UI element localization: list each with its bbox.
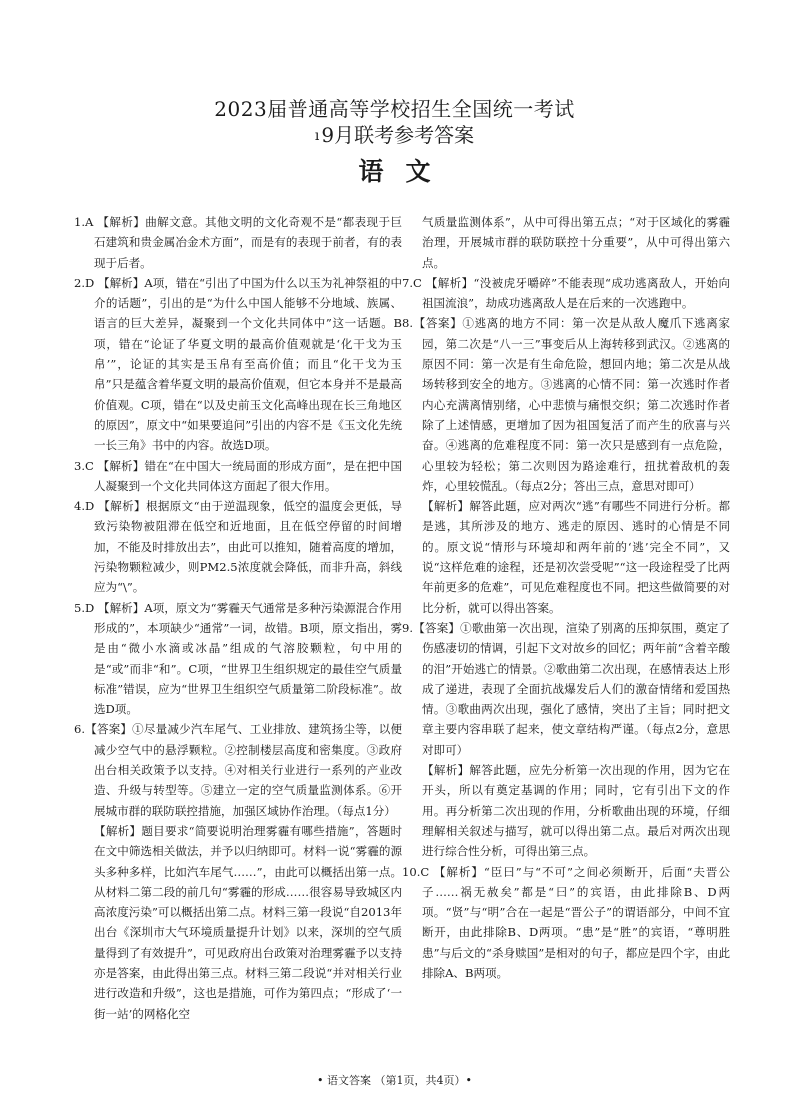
answer-item: 6.【答案】①尽量减少汽车尾气、工业排放、建筑扬尘等，以便减少空气中的悬浮颗粒。②控制楼层高度和密集度。③政府出台相关政策予以支持。④对相关行业进行一系列的产业改造、升级与转型等。⑤建立一定的空气质量监测体系。⑥开展城市群的联防联控措施，加强区域协作治理。（每点1分） [74,722,402,818]
exam-subtitle-line [0,122,789,151]
answer-item: 10.C 【解析】“臣曰”与“不可”之间必须断开，后面“夫晋公子……祸无赦矣”都是“曰”的宾语，由此排除B、D两项。“贤”与“明”合在一起是“晋公子”的谓语部分，中间不宜断开，由此排除B、D两项。“患”是“胜”的宾语，“尊明胜患”与后文的“杀身赎国”是相对的句子，都应是四个字，由此排除A、B两项。 [402,864,730,980]
answer-item: 3.C 【解析】错在“在中国大一统局面的形成方面”，是在把中国人凝聚到一个文化共同体这方面起了很大作用。 [74,458,402,493]
answer-explanation: 【解析】题目要求“简要说明治理雾霾有哪些措施”，答题时在文中筛选相关做法，并予以归纳即可。材料一说“雾霾的源头多种多样，比如汽车尾气……”，由此可以概括出第一点。从材料二第二段的前几句“雾霾的形成……很容易导致城区内高浓度污染”可以概括出第二点。材料三第一段说“自2013年出台《深圳市大气环境质量提升计划》以来，深圳的空气质量得到了有效提升”，可见政府出台政策对治理雾霾予以支持亦是答案，由此得出第三点。材料三第二段说“并对相关行业进行改造和升级”，这也是措施，可作为第四点；“形成了‘一街一站’的网格化空 [94,823,402,1021]
answer-explanation: 【解析】解答此题，应对两次“逃”有哪些不同进行分析。都是逃，其所涉及的地方、逃走的原因、逃时的心情是不同的。原文说“情形与环境却和两年前的‘逃’完全不同”，又说“这样危难的途程，还是初次尝受呢”“这一段途程受了比两年前更多的危难”，可见危难程度也不同。把这些做简要的对比分析，就可以得出答案。 [422,499,730,615]
right-column [402,212,730,983]
answer-item: 8.【答案】①逃离的地方不同：第一次是从敌人魔爪下逃离家园，第二次是“八一三”事变后从上海转移到武汉。②逃离的原因不同：第一次是有生命危险，想回内地；第二次是从战场转移到安全的地方。③逃离的心情不同：第一次逃时作者内心充满离情别绪，心中悲愤与痛恨交织；第二次逃时作者除了上述情感，更增加了因为祖国复活了而产生的欣喜与兴奋。④逃离的危难程度不同：第一次只是感到有一点危险，心里较为轻松；第二次则因为路途难行，扭扰着敌机的轰炸，心里较慌乱。（每点2分；答出三点，意思对即可） [402,316,730,493]
exam-title: 2023届普通高等学校招生全国统一考试 [214,97,575,121]
answer-item: 2.D 【解析】A项，错在“引出了中国为什么以玉为礼神祭祖的中介的话题”，引出的是“为什么中国人能够不分地域、族属、语言的巨大差异，凝聚到一个文化共同体中”这一话题。B项，错在“论证了华夏文明的最高价值观就是‘化干戈为玉帛’”，论证的其实是玉帛有至高价值；而且“化干戈为玉帛”只是蕴含着华夏文明的最高价值观，但它本身并不是最高价值观。C项，错在“以及史前玉文化高峰出现在长三角地区的原因”，原文中“如果要追问”引出的内容不是《玉文化先统一长三角》书中的内容。故选D项。 [74,275,402,453]
left-column [74,212,402,1024]
answer-item: 1.A 【解析】曲解文意。其他文明的文化奇观不是“都表现于巨石建筑和贵金属冶金术方面”，而是有的表现于前者，有的表现于后者。 [74,215,402,270]
page-header [0,96,789,187]
page-footer: • 语文答案 （第1页，共4页）• [317,1074,472,1087]
answer-explanation: 气质量监测体系”，从中可得出第五点；“对于区域化的雾霾治理，开展城市群的联防联控十分重要”，从中可得出第六点。 [422,215,730,270]
stray-mark: ı [314,128,320,144]
exam-subtitle: 9月联考参考答案 [321,123,475,147]
answer-item: 9.【答案】①歌曲第一次出现，渲染了别离的压抑氛围，奠定了伤感凄切的情调，引起下文对故乡的回忆；两年前“含着辛酸的泪”开始逃亡的情景。②歌曲第二次出现，在感情表达上形成了递进，表现了全面抗战爆发后人们的激奋情绪和爱国热情。③歌曲两次出现，强化了感情，突出了主旨；同时把文章主要内容串联了起来，使文章结构严谨。（每点2分，意思对即可） [402,620,730,757]
answer-explanation: 【解析】解答此题，应先分析第一次出现的作用，因为它在开头，所以有奠定基调的作用；同时，它有引出下文的作用。再分析第二次出现的作用，分析歌曲出现的环境，仔细理解相关叙述与描写，就可以得出第二点。最后对两次出现进行综合性分析，可得出第三点。 [422,763,730,859]
answer-item: 4.D 【解析】根据原文“由于逆温现象，低空的温度会更低，导致污染物被阻滞在低空和近地面，且在低空停留的时间增加，不能及时排放出去”，由此可以推知，随着高度的增加，污染物颗粒减少，则PM2.5浓度就会降低，而非升高，斜线应为“\”。 [74,499,402,595]
subject-title: 语文 [358,157,453,186]
answer-item: 5.D 【解析】A项，原文为“雾霾天气通常是多种污染源混合作用形成的”，本项缺少“通常”一词，故错。B项，原文指出，雾是由“微小水滴或冰晶”组成的气溶胶颗粒，句中用的是“或”而非“和”。C项，“世界卫生组织规定的最佳空气质量标准”错误，应为“世界卫生组织空气质量第二阶段标准”。故选D项。 [74,600,402,717]
answer-item: 7.C 【解析】“没被虎牙嚼碎”不能表现“成功逃离敌人，开始向祖国流浪”，劫成功逃离敌人是在后来的一次逃跑中。 [402,275,730,311]
